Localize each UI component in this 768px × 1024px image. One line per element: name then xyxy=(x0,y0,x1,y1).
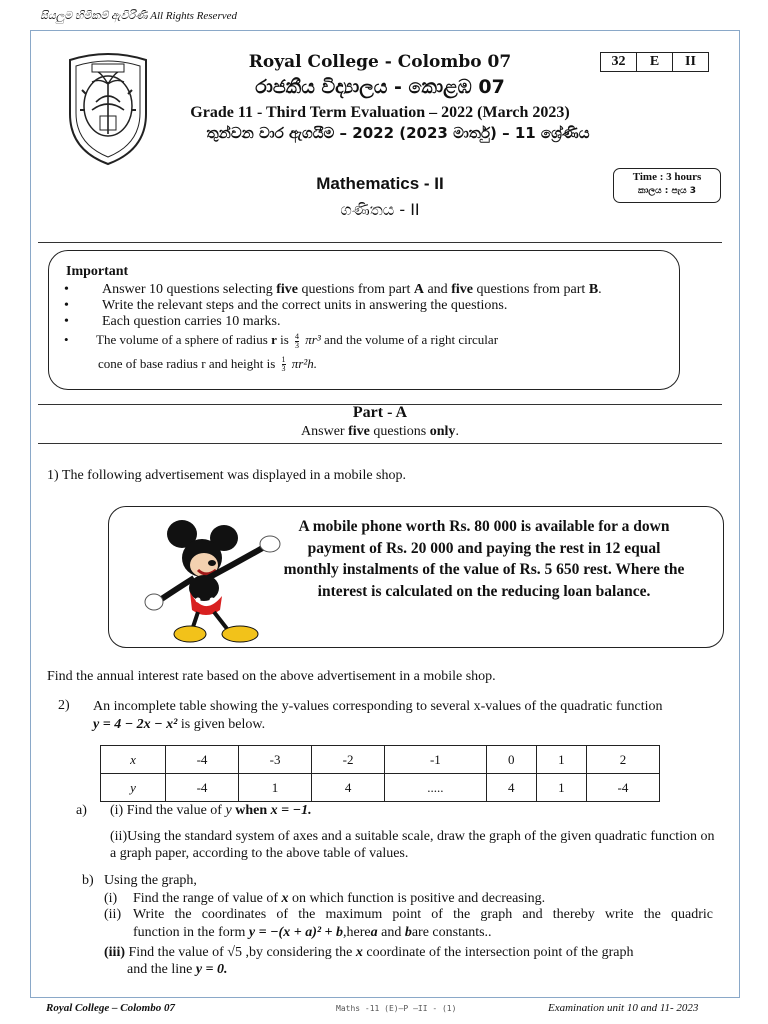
part-a-label: a) xyxy=(76,803,87,818)
subject-title-sinhala: ගණිතය - II xyxy=(340,200,420,219)
school-name-sinhala: රාජකීය විද්‍යාලය - කොළඹ 07 xyxy=(255,76,505,98)
divider-part-a-bottom xyxy=(38,443,722,444)
table-cell: -2 xyxy=(312,746,385,774)
table-cell: -4 xyxy=(166,774,239,802)
table-cell: 1 xyxy=(536,774,586,802)
question-2b-intro: Using the graph, xyxy=(104,873,197,888)
part-a-title: Part - A xyxy=(352,404,408,421)
part-a-instruction: Answer five questions only. xyxy=(301,424,459,439)
important-list xyxy=(64,282,684,373)
table-cell: ..... xyxy=(385,774,487,802)
question-2b-i-number: (i) xyxy=(104,891,118,906)
table-cell: 4 xyxy=(486,774,536,802)
table-cell: 1 xyxy=(536,746,586,774)
question-2b-i: Find the range of value of x on which function is positive and decreasing. xyxy=(133,891,546,906)
table-header-y: y xyxy=(101,774,166,802)
table-cell: 1 xyxy=(239,774,312,802)
table-cell: -4 xyxy=(166,746,239,774)
table-cell: 4 xyxy=(312,774,385,802)
time-sinhala: කාලය : පැය 3 xyxy=(638,186,696,196)
question-1-intro: 1) The following advertisement was displayed in a mobile shop. xyxy=(47,468,407,483)
divider-top xyxy=(38,242,722,243)
time-box xyxy=(613,168,721,203)
footer-paper-code: Maths -11 (E)—P –II - (1) xyxy=(336,1004,457,1013)
instruction-2: • Write the relevant steps and the correct units in answering the questions. xyxy=(64,298,684,314)
instruction-1: • Answer 10 questions selecting five questions from part A and five questions from part B. xyxy=(64,282,684,298)
question-2-intro: An incomplete table showing the y-values corresponding to several x-values of the quadratic function y = 4 − 2x − x² is given below. xyxy=(93,699,663,732)
question-2b-iii-line2: and the line y = 0. xyxy=(127,962,228,977)
footer-exam-unit: Examination unit 10 and 11- 2023 xyxy=(548,1002,699,1014)
exam-title-sinhala: තුන්වන වාර ඇගයීම – 2022 (2023 මාර්තු) – 11 ශ්‍රේණිය xyxy=(206,124,590,142)
table-row-x xyxy=(101,746,660,774)
school-crest-logo xyxy=(62,50,154,166)
exam-title: Grade 11 - Third Term Evaluation – 2022 (March 2023) xyxy=(190,104,570,121)
question-2-number: 2) xyxy=(58,698,70,713)
table-header-x: x xyxy=(101,746,166,774)
table-cell: -1 xyxy=(385,746,487,774)
question-2b-ii-line1: Write the coordinates of the maximum point of the graph and thereby write the quadric xyxy=(133,907,713,922)
paper-code-part: II xyxy=(685,54,696,69)
question-2b-iii-line1: (iii) Find the value of √5 ,by considering the x coordinate of the intersection point of the graph xyxy=(104,945,634,960)
question-2a-i: (i) Find the value of y when x = −1. xyxy=(110,803,312,818)
paper-code-number: 32 xyxy=(601,53,637,71)
mickey-mouse-illustration xyxy=(138,518,288,646)
values-table xyxy=(100,745,660,802)
table-row-y xyxy=(101,774,660,802)
time-english: Time : 3 hours xyxy=(632,171,702,183)
question-2b-ii-line2: function in the form y = −(x + a)² + b,herea and bare constants.. xyxy=(133,925,492,940)
important-title: Important xyxy=(66,264,129,279)
table-cell: 2 xyxy=(586,746,659,774)
question-1-task: Find the annual interest rate based on the above advertisement in a mobile shop. xyxy=(47,669,496,684)
instruction-3: • Each question carries 10 marks. xyxy=(64,314,684,330)
rights-reserved: සියලුම හිමිකම් ඇවිරිණි All Rights Reserved xyxy=(40,10,237,22)
instruction-4: • The volume of a sphere of radius r is $\frac{4}{3} \pi r^3$ and the volume of a right circular xyxy=(64,332,684,350)
paper-code-box xyxy=(600,52,709,72)
question-2a-ii: (ii)Using the standard system of axes and a suitable scale, draw the graph of the given quadratic function on a graph paper, according to the above table of values. xyxy=(110,829,715,861)
instruction-4-continued: cone of base radius r and height is $\frac{1}{3} \pi r^2h$. xyxy=(98,355,317,374)
table-cell: -4 xyxy=(586,774,659,802)
footer-school: Royal College – Colombo 07 xyxy=(46,1002,175,1014)
part-b-label: b) xyxy=(82,873,94,888)
paper-code-medium: E xyxy=(637,53,673,71)
subject-title: Mathematics - II xyxy=(316,174,444,193)
table-cell: 0 xyxy=(486,746,536,774)
question-2b-ii-number: (ii) xyxy=(104,907,122,922)
advertisement-text: A mobile phone worth Rs. 80 000 is available for a down payment of Rs. 20 000 and paying the rest in 12 equal monthly instalments of the value of Rs. 5 650 rest. Where the interest is calculated on the reducing loan balance. xyxy=(283,518,685,600)
table-cell: -3 xyxy=(239,746,312,774)
school-name-english: Royal College - Colombo 07 xyxy=(248,52,512,72)
